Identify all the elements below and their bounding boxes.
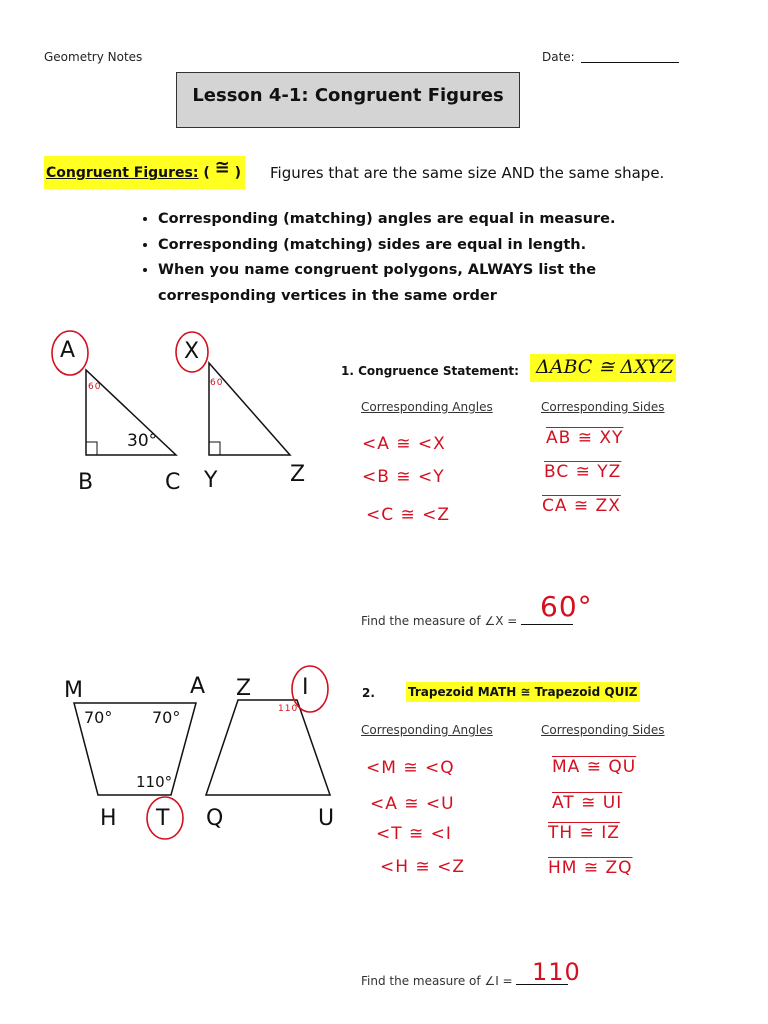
example1-heading: [341, 364, 519, 378]
term-label: Congruent Figures:: [46, 165, 199, 181]
congruence-statement: ΔABC ≅ ΔXYZ: [536, 356, 674, 378]
angle-a2-value: 70°: [152, 708, 181, 727]
ex2-angle-pair: <M ≅ <Q: [366, 758, 455, 778]
definition-text: Figures that are the same size AND the same shape.: [270, 164, 665, 182]
vertex-b-label: B: [78, 470, 94, 495]
ex1-angle-pair: <A ≅ <X: [362, 434, 446, 454]
ex2-side-pair: TH ≅ IZ: [548, 823, 620, 843]
ex2-angle-pair: <H ≅ <Z: [380, 857, 465, 877]
vertex-y-label: Y: [204, 468, 218, 493]
vertex-x-label: X: [184, 339, 200, 364]
ex1-angle-pair: <C ≅ <Z: [366, 505, 451, 525]
vertex-i-label: I: [302, 675, 309, 700]
vertex-t-label: T: [156, 806, 170, 831]
angle-a-value: 60: [88, 382, 102, 392]
vertex-q-label: Q: [206, 806, 224, 831]
ex1-answer: 60°: [540, 590, 593, 623]
example1-number: 1.: [341, 364, 354, 378]
ex2-answer: 110: [532, 958, 581, 986]
example1-label: Congruence Statement:: [358, 364, 519, 378]
bullet-item: • When you name congruent polygons, ALWAYS list the corresponding vertices in the same order: [158, 258, 718, 309]
paren-close: ): [234, 165, 241, 181]
ex1-find-text: Find the measure of ∠X =: [361, 614, 518, 628]
vertex-m-label: M: [64, 678, 83, 703]
vertex-z2-label: Z: [236, 676, 252, 701]
bullet-item: • Corresponding (matching) sides are equal in length.: [158, 233, 718, 259]
course-name: Geometry Notes: [44, 50, 143, 64]
congruent-symbol: ≅: [214, 157, 230, 178]
date-label: Date:: [542, 50, 575, 64]
ex1-sides-header: Corresponding Sides: [541, 400, 665, 414]
vertex-c-label: C: [165, 470, 181, 495]
ex1-angle-pair: <B ≅ <Y: [362, 467, 445, 487]
ex2-angles-header: Corresponding Angles: [361, 723, 493, 737]
angle-t-value: 110°: [136, 773, 173, 791]
paren-open: (: [203, 165, 210, 181]
ex1-side-pair: AB ≅ XY: [546, 428, 624, 448]
bullet-item: • Corresponding (matching) angles are equal in measure.: [158, 207, 718, 233]
vertex-h-label: H: [100, 806, 117, 831]
ex2-sides-header: Corresponding Sides: [541, 723, 665, 737]
ex1-side-pair: CA ≅ ZX: [542, 496, 621, 516]
ex2-side-pair: HM ≅ ZQ: [548, 858, 633, 878]
congruence-statement-box: [530, 354, 676, 382]
example2-label: Trapezoid MATH ≅ Trapezoid QUIZ: [406, 682, 640, 702]
angle-c-value: 30°: [127, 431, 158, 451]
ex1-side-pair: BC ≅ YZ: [544, 462, 622, 482]
vertex-a-label: A: [60, 338, 76, 363]
trapezoid-quiz: [206, 666, 330, 795]
vertex-u-label: U: [318, 806, 335, 831]
ex1-angles-header: Corresponding Angles: [361, 400, 493, 414]
ex2-find-text: Find the measure of ∠I =: [361, 974, 513, 988]
example2-number: 2.: [362, 686, 375, 700]
vertex-z-label: Z: [290, 462, 306, 487]
ex2-side-pair: MA ≅ QU: [552, 757, 637, 777]
angle-m-value: 70°: [84, 708, 113, 727]
page-title: Lesson 4-1: Congruent Figures: [192, 85, 504, 106]
ex2-angle-pair: <T ≅ <I: [376, 824, 452, 844]
ex2-side-pair: AT ≅ UI: [552, 793, 623, 813]
ex2-angle-pair: <A ≅ <U: [370, 794, 455, 814]
vertex-a2-label: A: [190, 674, 206, 699]
angle-i-value: 110: [278, 704, 299, 714]
angle-x-value: 60: [210, 378, 224, 388]
